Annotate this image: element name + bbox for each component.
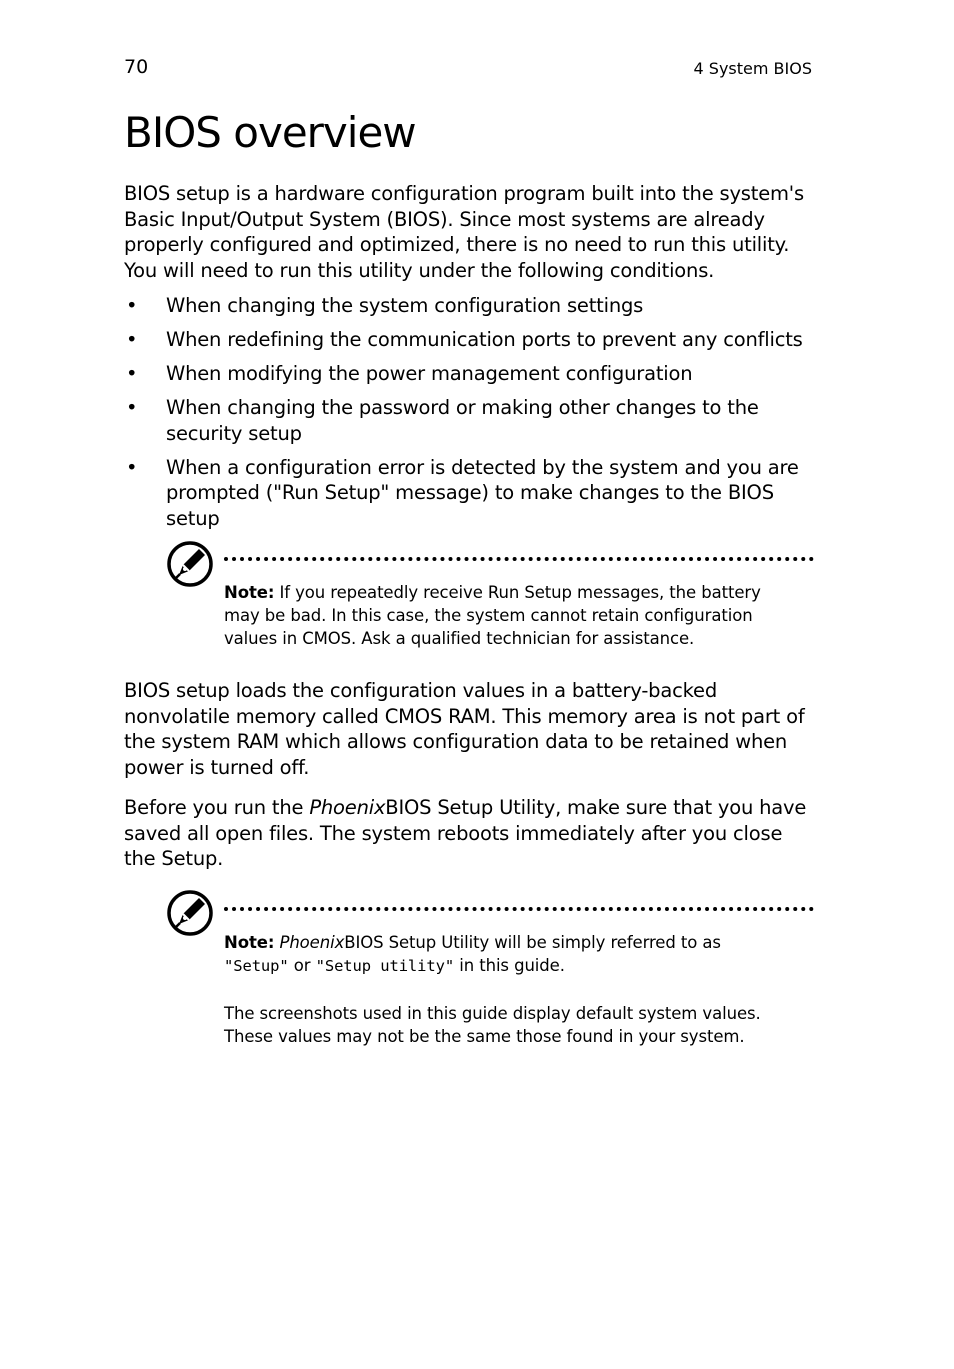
note-body: If you repeatedly receive Run Setup messages, the battery may be bad. In this case, the system cannot retain configuration values in CMOS. Ask a qualified technician for assistance. <box>224 583 761 648</box>
before-run-paragraph <box>124 795 814 872</box>
intro-paragraph: BIOS setup is a hardware configuration program built into the system's Basic Input/Output System (BIOS). Since most systems are already properly configured and optimized, there is no need to run this utility. You will need to run this utility under the following conditions. <box>124 182 804 282</box>
conditions-list <box>124 293 824 540</box>
or-text: or <box>288 956 316 975</box>
phoenix-italic: Phoenix <box>274 933 345 952</box>
running-head: 4 System BIOS <box>693 59 812 78</box>
note-paragraph: The screenshots used in this guide display default system values. These values may not be the same those found in your system. <box>224 1004 761 1046</box>
para3-before: Before you run the <box>124 796 310 819</box>
cmos-paragraph: BIOS setup loads the configuration values in a battery-backed nonvolatile memory called CMOS RAM. This memory area is not part of the system RAM which allows configuration data to be retained when power is turned off. <box>124 679 805 779</box>
setup-term: Setup <box>233 957 280 975</box>
list-item <box>124 395 824 446</box>
note-paragraph <box>224 581 794 650</box>
bullet-icon: • <box>126 294 138 317</box>
note-box <box>224 581 794 650</box>
bullet-icon: • <box>126 396 138 420</box>
list-item-text: When changing the password or making other changes to the security setup <box>166 396 759 445</box>
page-title: BIOS overview <box>124 108 416 157</box>
phoenix-italic: Phoenix <box>309 796 386 819</box>
quote-mark: " <box>444 957 455 975</box>
quote-mark: " <box>224 957 234 975</box>
list-item-text: When redefining the communication ports to prevent any conflicts <box>166 328 803 352</box>
note-divider <box>224 557 814 561</box>
note-paragraph <box>224 931 794 978</box>
page-number: 70 <box>124 56 149 78</box>
para3-after: BIOS Setup Utility, make sure that you have saved all open files. The system reboots immediately after you close the Setup. <box>124 796 807 870</box>
note-box <box>224 931 794 1048</box>
note-tail: in this guide. <box>454 956 565 975</box>
list-item <box>124 327 824 353</box>
note-label: Note: <box>224 933 275 952</box>
list-item-text: When modifying the power management configuration <box>166 362 693 386</box>
note-label: Note: <box>224 583 275 602</box>
note-divider <box>224 907 814 911</box>
bullet-icon: • <box>126 362 138 386</box>
list-item-text: When a configuration error is detected by the system and you are prompted ("Run Setup" message) to make changes to the BIOS setup <box>166 455 799 530</box>
quote-mark: " <box>315 957 325 975</box>
list-item <box>124 293 824 319</box>
note-pen-icon <box>166 540 214 588</box>
quote-mark: " <box>279 957 289 975</box>
list-item <box>124 361 824 387</box>
list-item-text: When changing the system configuration settings <box>166 294 644 317</box>
setup-utility-term: Setup utility <box>324 957 445 975</box>
list-item <box>124 455 824 532</box>
bullet-icon: • <box>126 328 138 352</box>
note-pen-icon <box>166 889 214 937</box>
note-body: BIOS Setup Utility will be simply referred to as <box>344 933 721 952</box>
bullet-icon: • <box>126 455 138 479</box>
